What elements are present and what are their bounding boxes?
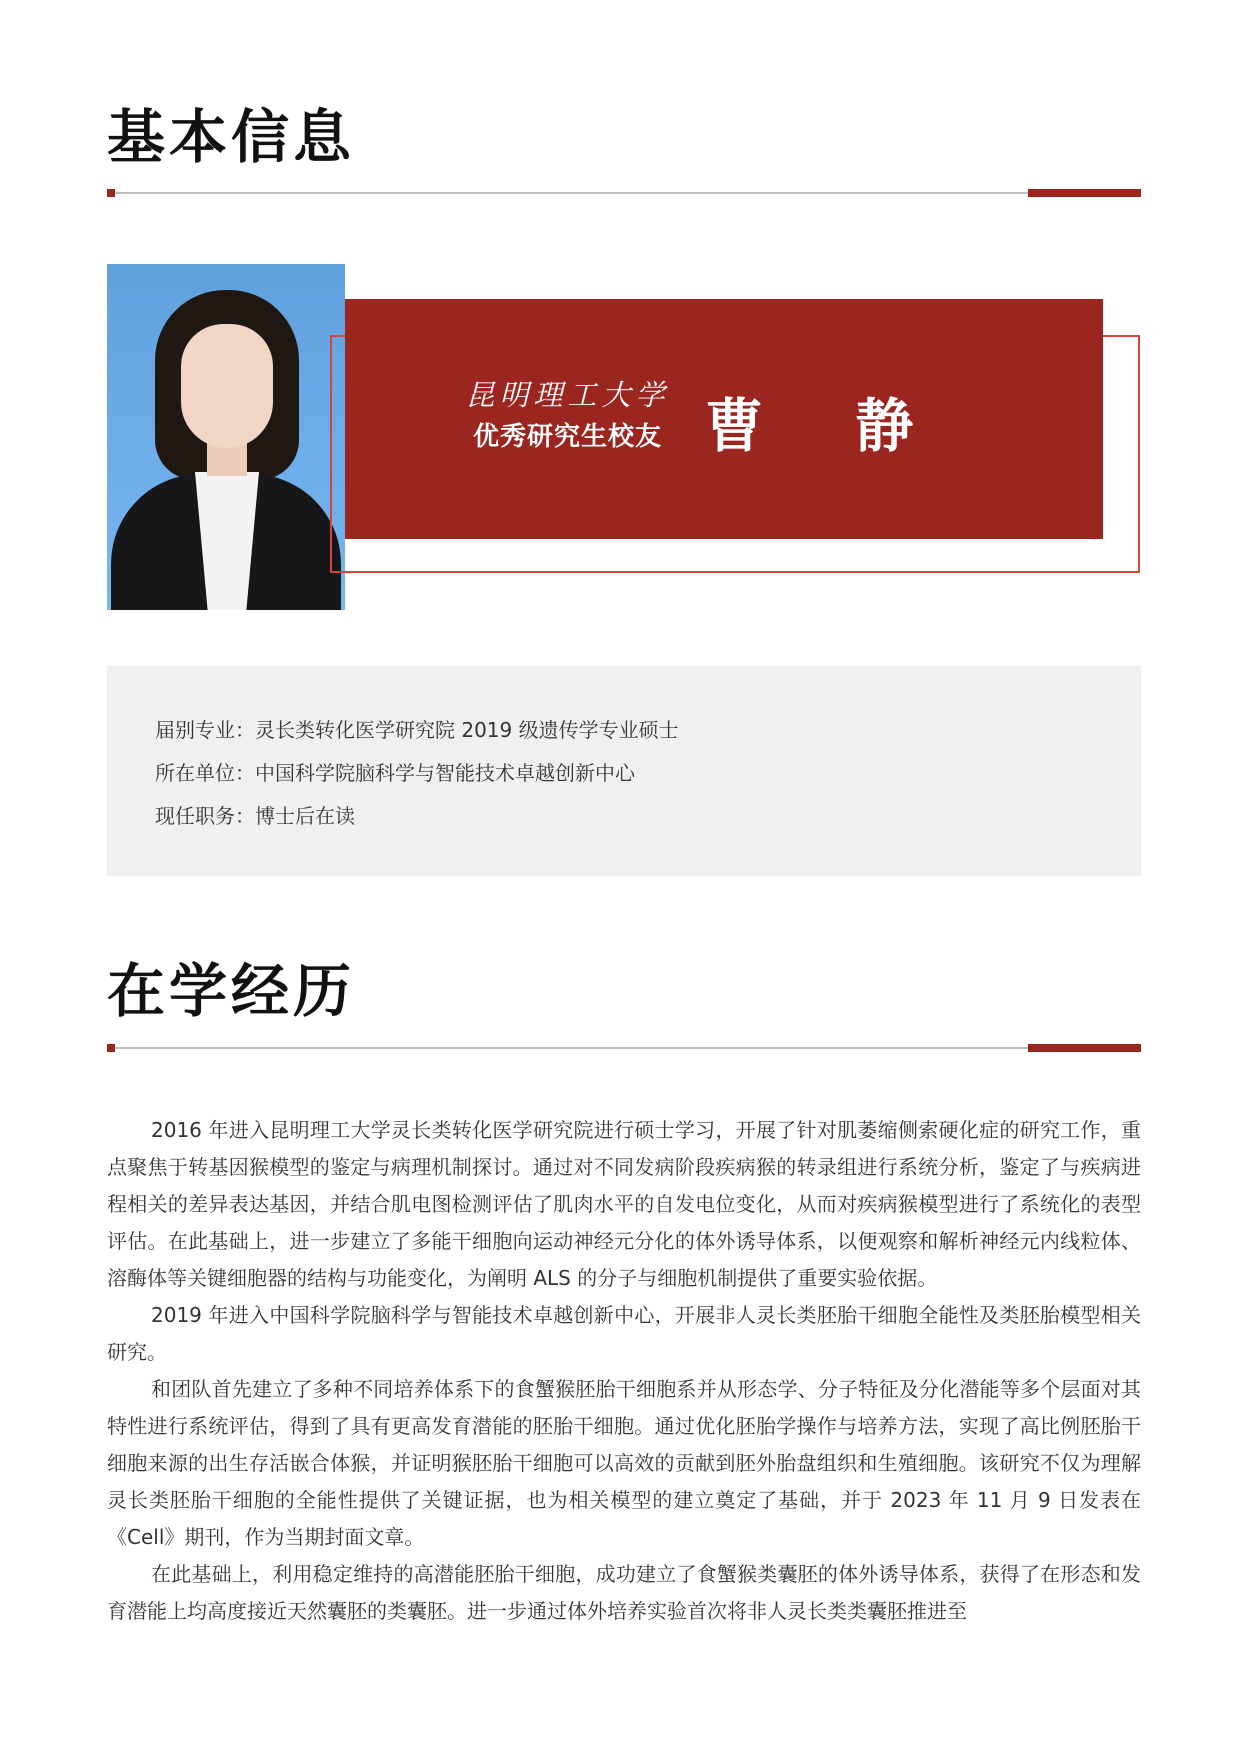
section-divider (107, 1044, 1141, 1052)
info-label: 所在单位： (155, 761, 255, 785)
info-row-employer (155, 757, 635, 786)
info-box (107, 666, 1141, 876)
paragraph: 2019 年进入中国科学院脑科学与智能技术卓越创新中心，开展非人灵长类胚胎干细胞全能性及类胚胎模型相关研究。 (107, 1303, 1141, 1364)
alumni-label: 优秀研究生校友 (472, 422, 662, 452)
person-name: 曹 静 (705, 392, 950, 460)
name-banner (345, 299, 1103, 539)
university-logo-text: 昆明理工大学 (465, 378, 670, 412)
info-row-major (155, 714, 679, 743)
paragraph: 2016 年进入昆明理工大学灵长类转化医学研究院进行硕士学习，开展了针对肌萎缩侧索硬化症的研究工作，重点聚焦于转基因猴模型的鉴定与病理机制探讨。通过对不同发病阶段疾病猴的转录组进行系统分析，鉴定了与疾病进程相关的差异表达基因，并结合肌电图检测评估了肌肉水平的自发电位变化，从而对疾病猴模型进行了系统化的表型评估。在此基础上，进一步建立了多能干细胞向运动神经元分化的体外诱导体系，以便观察和解析神经元内线粒体、溶酶体等关键细胞器的结构与功能变化，为阐明 ALS 的分子与细胞机制提供了重要实验依据。 (107, 1118, 1141, 1290)
education-body (107, 1112, 1141, 1630)
info-label: 届别专业： (155, 718, 255, 742)
section-divider (107, 189, 1141, 197)
paragraph: 在此基础上，利用稳定维持的高潜能胚胎干细胞，成功建立了食蟹猴类囊胚的体外诱导体系，获得了在形态和发育潜能上均高度接近天然囊胚的类囊胚。进一步通过体外培养实验首次将非人灵长类类囊胚推进至 (107, 1562, 1141, 1623)
info-value: 中国科学院脑科学与智能技术卓越创新中心 (255, 761, 635, 785)
section-title-basic-info: 基本信息 (107, 103, 356, 171)
portrait-photo (107, 264, 345, 610)
info-value: 灵长类转化医学研究院 2019 级遗传学专业硕士 (255, 718, 679, 742)
paragraph: 和团队首先建立了多种不同培养体系下的食蟹猴胚胎干细胞系并从形态学、分子特征及分化潜能等多个层面对其特性进行系统评估，得到了具有更高发育潜能的胚胎干细胞。通过优化胚胎学操作与培养方法，实现了高比例胚胎干细胞来源的出生存活嵌合体猴，并证明猴胚胎干细胞可以高效的贡献到胚外胎盘组织和生殖细胞。该研究不仅为理解灵长类胚胎干细胞的全能性提供了关键证据，也为相关模型的建立奠定了基础，并于 2023 年 11 月 9 日发表在《Cell》期刊，作为当期封面文章。 (107, 1377, 1141, 1549)
info-label: 现任职务： (155, 804, 255, 828)
info-value: 博士后在读 (255, 804, 355, 828)
info-row-position (155, 800, 355, 829)
section-title-education: 在学经历 (107, 957, 356, 1025)
